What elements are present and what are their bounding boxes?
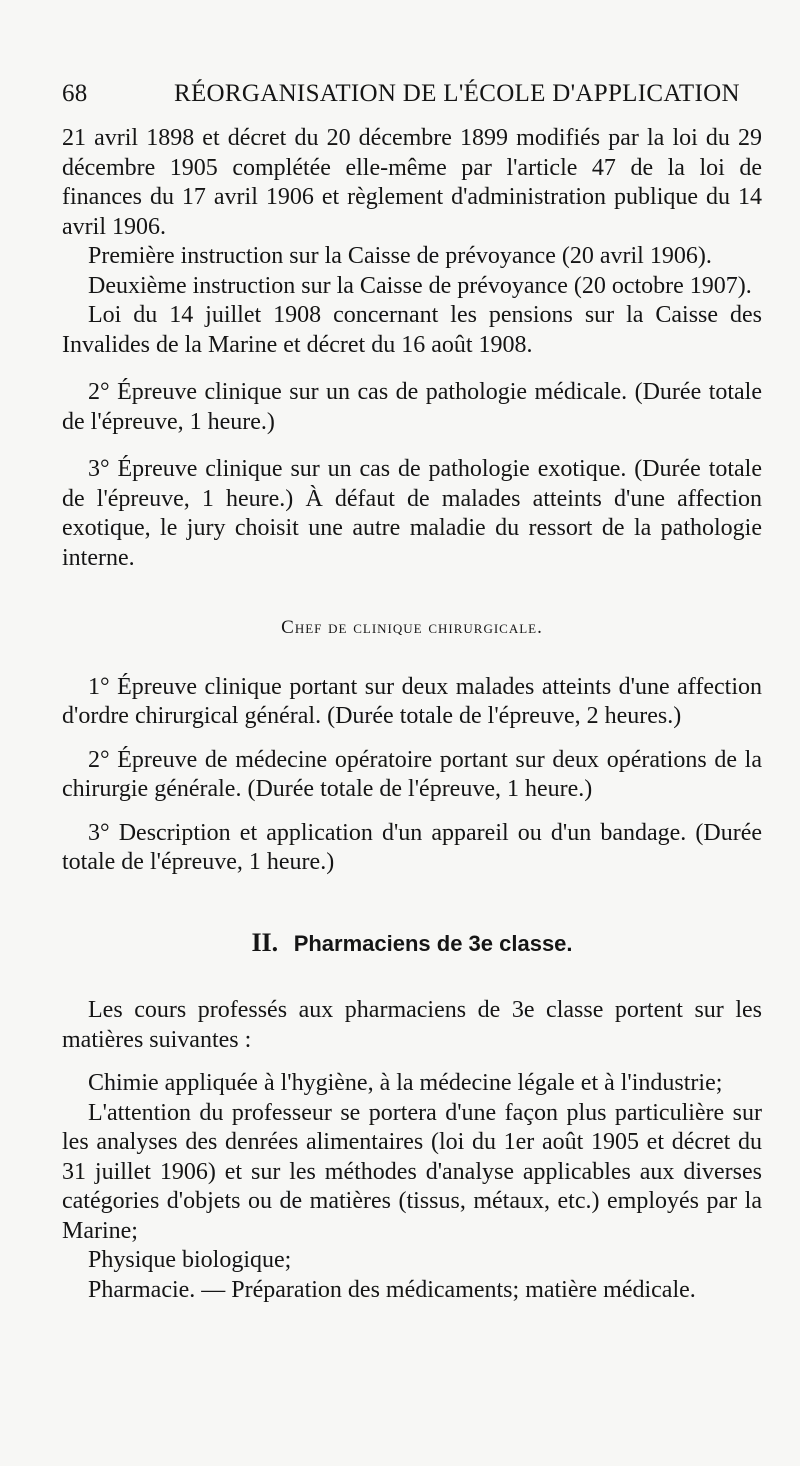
paragraph-exotic-pathology-exam: 3° Épreuve clinique sur un cas de pathologie exotique. (Durée totale de l'épreuve, 1 heure.) À défaut de malades atteints d'une affection exotique, le jury choisit une autre maladie du ressort de la pathologie interne. <box>62 456 762 571</box>
paragraph-decree-continuation: 21 avril 1898 et décret du 20 décembre 1899 modifiés par la loi du 29 décembre 1905 complétée elle-même par l'article 47 de la loi de finances du 17 avril 1906 et règlement d'administration publique du 14 avril 1906. <box>62 125 762 240</box>
paragraph-medical-pathology-exam: 2° Épreuve clinique sur un cas de pathologie médicale. (Durée totale de l'épreuve, 1 heure.) <box>62 379 762 435</box>
paragraph-second-instruction: Deuxième instruction sur la Caisse de prévoyance (20 octobre 1907). <box>88 272 752 299</box>
paragraph-operative-exam: 2° Épreuve de médecine opératoire portant sur deux opérations de la chirurgie générale. (Durée totale de l'épreuve, 1 heure.) <box>62 746 762 802</box>
paragraph-first-instruction: Première instruction sur la Caisse de prévoyance (20 avril 1906). <box>88 243 712 269</box>
paragraph-analyses: L'attention du professeur se portera d'une façon plus particulière sur les analyses des denrées alimentaires (loi du 1er août 1905 et décret du 31 juillet 1906) et sur les méthodes d'analyse applicables aux diverses catégories d'objets ou de matières (tissus, métaux, etc.) employés par la Marine; <box>62 1099 762 1244</box>
page-body <box>62 124 762 1305</box>
paragraph-clinical-exam: 1° Épreuve clinique portant sur deux malades atteints d'une affection d'ordre chirurgical général. (Durée totale de l'épreuve, 2 heures.) <box>62 673 762 729</box>
section-heading-pharmaciens <box>62 928 762 959</box>
paragraph-physique: Physique biologique; <box>88 1247 292 1273</box>
running-title: RÉORGANISATION DE L'ÉCOLE D'APPLICATION <box>174 80 740 107</box>
section-title: Pharmaciens de 3e classe. <box>293 930 573 956</box>
section-heading-chef-clinique: Chef de clinique chirurgicale. <box>281 617 543 638</box>
page-number: 68 <box>62 80 88 107</box>
paragraph-chimie: Chimie appliquée à l'hygiène, à la médecine légale et à l'industrie; <box>88 1070 723 1096</box>
paragraph-courses-intro: Les cours professés aux pharmaciens de 3e classe portent sur les matières suivantes : <box>62 997 762 1053</box>
paragraph-bandage-exam: 3° Description et application d'un appareil ou d'un bandage. (Durée totale de l'épreuve, 1 heure.) <box>62 819 762 875</box>
paragraph-pharmacie: Pharmacie. — Préparation des médicaments; matière médicale. <box>88 1276 696 1303</box>
paragraph-pensions-law: Loi du 14 juillet 1908 concernant les pensions sur la Caisse des Invalides de la Marine et décret du 16 août 1908. <box>62 302 762 358</box>
section-number: II. <box>251 927 279 957</box>
